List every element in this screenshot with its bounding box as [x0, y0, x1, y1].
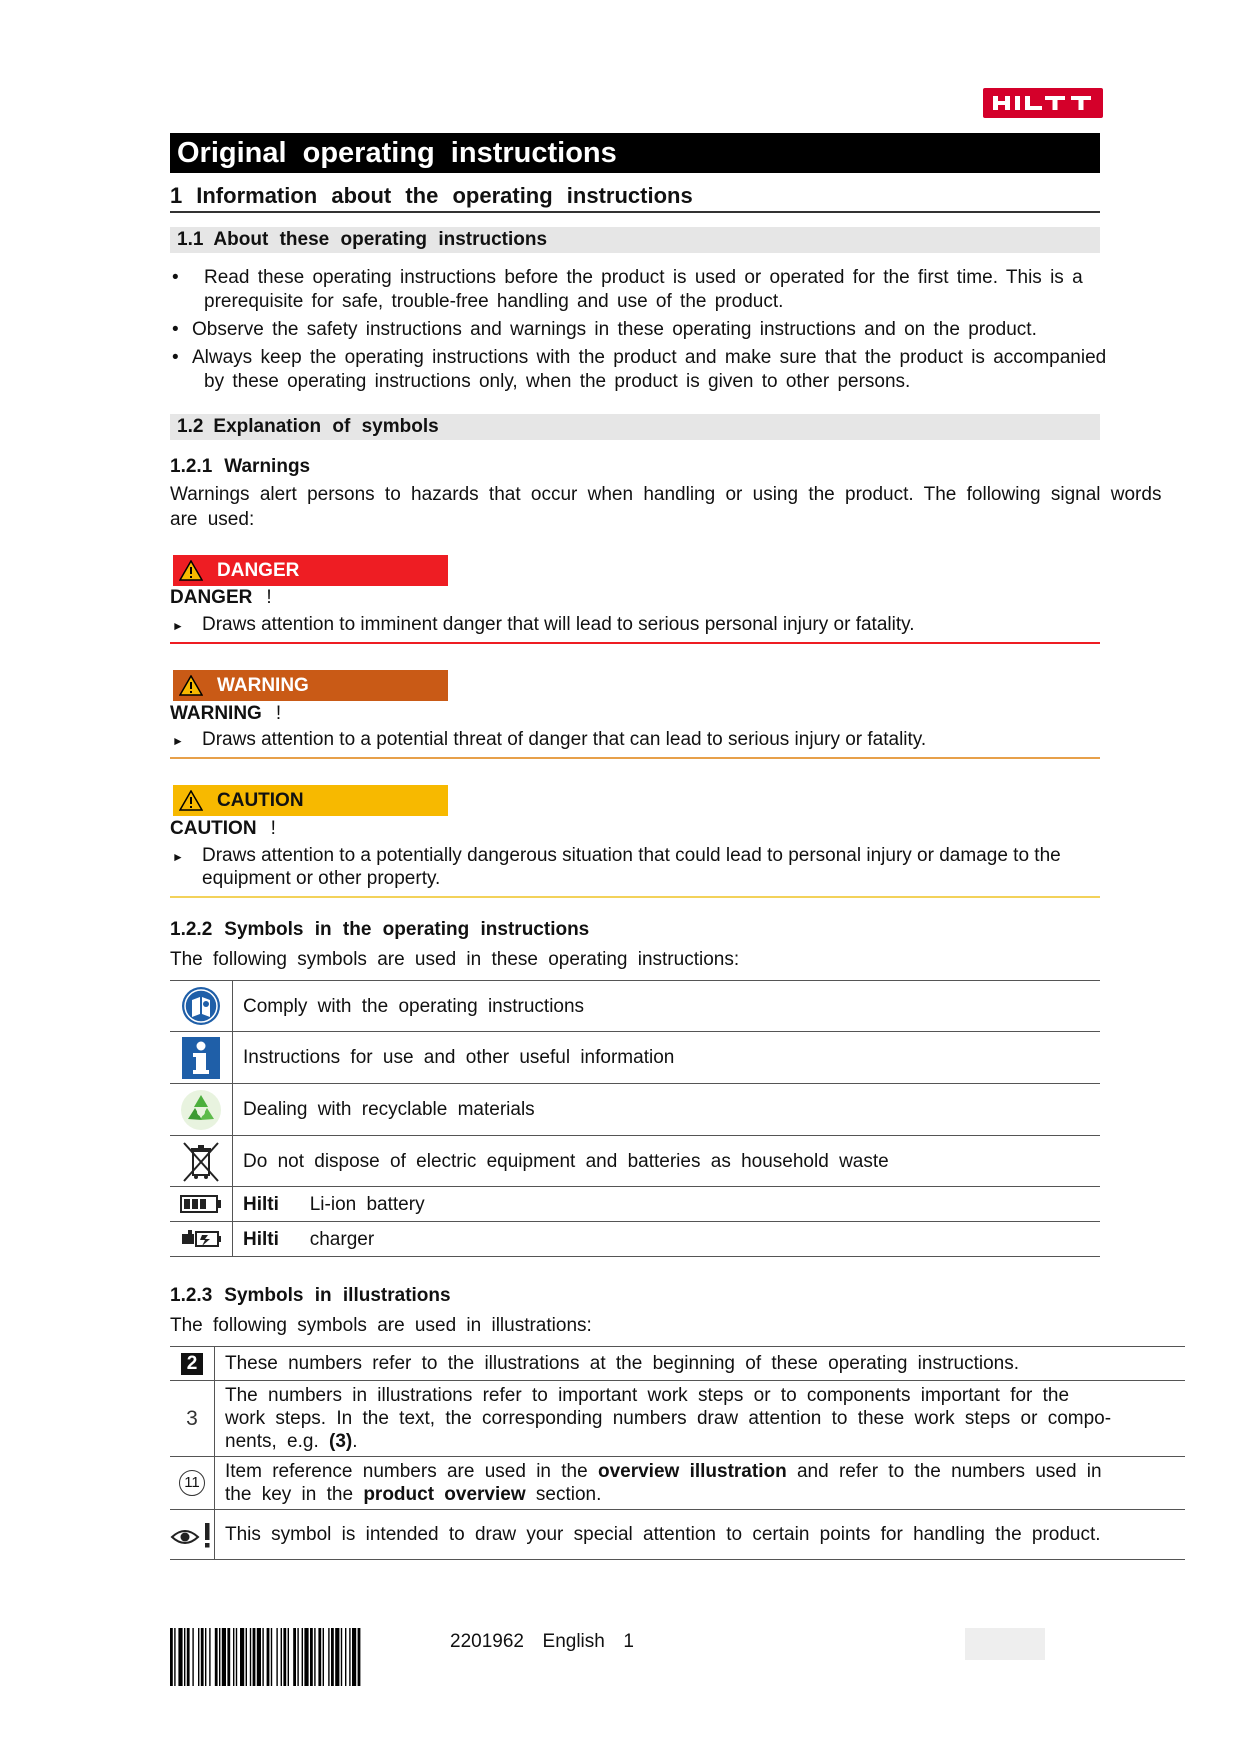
document-title: Original operating instructions: [170, 133, 1100, 173]
table-row: [170, 1084, 1100, 1136]
barcode-bar: [314, 1628, 315, 1686]
table-row: [170, 1222, 1100, 1257]
language-label: English: [542, 1631, 605, 1652]
barcode-bar: [358, 1628, 361, 1686]
step-number-box: [170, 1407, 214, 1431]
barcode-bar: [253, 1628, 256, 1686]
item-reference-circle: 11: [179, 1470, 205, 1496]
danger-text: Draws attention to imminent danger that will lead to serious personal injury or fatality.: [202, 614, 915, 635]
bullet-line: prerequisite for safe, trouble-free handling and use of the product.: [204, 291, 784, 312]
barcode-bar: [236, 1628, 237, 1686]
table-row: [170, 1381, 1185, 1457]
table-row: [170, 981, 1100, 1032]
barcode-bar: [302, 1628, 303, 1686]
symbol-description: [233, 1187, 1101, 1222]
barcode-bar: [349, 1628, 350, 1686]
symbol-description: [215, 1381, 1186, 1457]
symbol-description: Dealing with recyclable materials: [233, 1084, 1101, 1136]
description-text: This symbol is intended to draw your special attention to certain points for handling the product.: [225, 1524, 1101, 1545]
section-1-2-3-number: 1.2.3: [170, 1285, 213, 1306]
barcode-bar: [271, 1628, 272, 1686]
danger-label: DANGER: [217, 559, 300, 581]
signal-bang: !: [266, 587, 272, 608]
barcode-bar: [304, 1628, 308, 1686]
section-1-2-3-heading: [170, 1285, 451, 1307]
table-row: [170, 1510, 1185, 1560]
description-line: nents, e.g.: [225, 1431, 319, 1452]
recycle-icon: [170, 1089, 232, 1131]
page-number: 1: [623, 1631, 634, 1652]
section-1-heading: [170, 181, 1100, 213]
symbol-cell: [170, 1136, 233, 1187]
barcode-bar: [178, 1628, 182, 1686]
description-emphasis: overview illustration: [597, 1461, 787, 1482]
symbol-description: [233, 1222, 1101, 1257]
hilti-logo: [983, 88, 1103, 118]
barcode-bar: [293, 1628, 296, 1686]
section-1-2-2-number: 1.2.2: [170, 919, 213, 940]
barcode-bar: [201, 1628, 204, 1686]
warning-triangle-icon: [179, 790, 203, 811]
description-text: Item reference numbers are used in the: [225, 1461, 588, 1482]
barcode-bar: [288, 1628, 289, 1686]
charger-icon: [170, 1228, 232, 1250]
description-text: section.: [535, 1484, 602, 1505]
bullet-item: [170, 318, 1205, 342]
warning-label: WARNING: [217, 674, 309, 696]
symbols-intro: The following symbols are used in these operating instructions:: [170, 949, 740, 970]
section-1-1-heading: [170, 227, 1100, 253]
bullet-line: Observe the safety instructions and warnings in these operating instructions and on the product.: [192, 319, 1037, 340]
symbol-cell: [170, 1187, 233, 1222]
symbol-cell: [170, 1084, 233, 1136]
symbol-cell: [170, 1222, 233, 1257]
signal-bang: !: [270, 818, 276, 839]
barcode-bar: [222, 1628, 226, 1686]
figure-number-badge: 2: [181, 1353, 203, 1375]
description-block: [225, 1460, 1185, 1506]
bullet-item: [170, 346, 1205, 394]
section-1-2-2-heading: [170, 919, 589, 941]
operating-symbols-table: [170, 980, 1100, 1257]
barcode-bar: [328, 1628, 329, 1686]
caution-signal-word: [170, 818, 276, 840]
symbol-cell: [170, 1032, 233, 1084]
symbol-text: charger: [309, 1228, 375, 1250]
danger-signal-banner: [173, 555, 448, 586]
section-1-number: 1: [170, 183, 183, 208]
symbol-description: [215, 1457, 1186, 1510]
barcode-bar: [174, 1628, 175, 1686]
hilti-logo-mark: [991, 94, 1095, 112]
description-punct: .: [352, 1431, 358, 1452]
warning-signal-word: [170, 703, 281, 725]
barcode-bar: [219, 1628, 220, 1686]
manual-icon: [170, 986, 232, 1026]
barcode-bar: [198, 1628, 199, 1686]
item-number-box: [170, 1470, 214, 1496]
document-number: 2201962: [450, 1631, 524, 1652]
brand-name: Hilti: [243, 1193, 279, 1215]
danger-signal-word: [170, 587, 272, 609]
section-1-2-number: 1.2: [177, 416, 204, 437]
bullet-line: by these operating instructions only, when the product is given to other persons.: [204, 371, 911, 392]
symbol-description: [215, 1510, 1186, 1560]
danger-description: [170, 613, 1100, 644]
section-1-2-title: Explanation of symbols: [213, 416, 439, 437]
description-block: [225, 1384, 1185, 1453]
step-reference: (3): [329, 1431, 353, 1452]
barcode-bar: [341, 1628, 342, 1686]
symbol-cell: [170, 1381, 215, 1457]
symbol-cell: [170, 1457, 215, 1510]
symbol-cell: [170, 981, 233, 1032]
signal-bang: !: [275, 703, 282, 724]
caution-signal-banner: [173, 785, 448, 816]
step-number: 3: [186, 1406, 198, 1430]
warnings-intro: [170, 482, 1210, 532]
eye-attention-icon: [170, 1521, 214, 1549]
caution-text-line: equipment or other property.: [202, 868, 441, 889]
battery-icon: [170, 1195, 232, 1213]
section-1-1-number: 1.1: [177, 229, 204, 250]
info-icon: [170, 1037, 232, 1079]
warning-triangle-icon: [179, 675, 203, 696]
bullet-line: Always keep the operating instructions with the product and make sure that the product is accompanied: [192, 347, 1107, 368]
caution-description: [170, 844, 1100, 898]
footer-blank-box: [965, 1628, 1045, 1660]
barcode-bar: [283, 1628, 286, 1686]
bullet-dot-icon: •: [172, 267, 179, 288]
barcode-bar: [209, 1628, 210, 1686]
description-line: The numbers in illustrations refer to important work steps or to components important for the: [225, 1385, 1070, 1406]
section-1-title: Information about the operating instructions: [196, 183, 693, 208]
barcode-bar: [233, 1628, 234, 1686]
section-1-2-1-title: Warnings: [224, 456, 311, 477]
barcode-bar: [281, 1628, 282, 1686]
illustration-symbols-intro: The following symbols are used in illustrations:: [170, 1315, 592, 1336]
intro-line: Warnings alert persons to hazards that occur when handling or using the product. The following signal words: [170, 484, 1162, 505]
caution-label: CAUTION: [217, 789, 304, 811]
table-row: [170, 1136, 1100, 1187]
bullet-dot-icon: •: [172, 347, 179, 368]
barcode-bars: [170, 1628, 425, 1686]
table-row: [170, 1457, 1185, 1510]
section-1-2-heading: [170, 414, 1100, 440]
bullet-dot-icon: •: [172, 319, 179, 340]
signal-word-text: DANGER: [170, 587, 253, 608]
illustration-symbols-table: [170, 1346, 1185, 1560]
barcode-bar: [318, 1628, 321, 1686]
section-1-2-2-title: Symbols in the operating instructions: [224, 919, 590, 940]
table-row: [170, 1347, 1185, 1381]
about-bullet-list: [170, 266, 1205, 398]
crossed-bin-icon: [170, 1139, 232, 1183]
barcode-bar: [227, 1628, 230, 1686]
barcode-bar: [250, 1628, 251, 1686]
section-1-2-1-number: 1.2.1: [170, 456, 213, 477]
brand-name: Hilti: [243, 1228, 279, 1250]
warning-text: Draws attention to a potential threat of danger that can lead to serious injury or fatality.: [202, 729, 927, 750]
signal-word-text: CAUTION: [170, 818, 257, 839]
intro-line: are used:: [170, 509, 255, 530]
warning-signal-banner: [173, 670, 448, 701]
barcode-bar: [240, 1628, 244, 1686]
barcode-bar: [335, 1628, 339, 1686]
figure-number-box: [170, 1353, 214, 1375]
table-row: [170, 1187, 1100, 1222]
barcode-bar: [331, 1628, 334, 1686]
table-row: [170, 1032, 1100, 1084]
symbol-cell: [170, 1510, 215, 1560]
barcode-bar: [267, 1628, 270, 1686]
description-line: work steps. In the text, the corresponding numbers draw attention to these work steps or compo-: [225, 1408, 1112, 1429]
section-1-2-1-heading: [170, 456, 310, 478]
warning-description: [170, 728, 1100, 759]
arrow-right-icon: ►: [172, 850, 184, 864]
symbol-description: Do not dispose of electric equipment and batteries as household waste: [233, 1136, 1101, 1187]
barcode-bar: [187, 1628, 190, 1686]
description-emphasis: product overview: [363, 1484, 526, 1505]
barcode-bar: [276, 1628, 277, 1686]
symbol-description: Instructions for use and other useful information: [233, 1032, 1101, 1084]
barcode-bar: [310, 1628, 313, 1686]
barcode-bar: [297, 1628, 298, 1686]
signal-word-text: WARNING: [170, 703, 262, 724]
bullet-line: Read these operating instructions before the product is used or operated for the first time. This is a: [204, 267, 1083, 288]
caution-text-line: Draws attention to a potentially dangerous situation that could lead to personal injury or damage to the: [202, 845, 1061, 866]
barcode-bar: [352, 1628, 356, 1686]
barcode-bar: [205, 1628, 206, 1686]
barcode-bar: [257, 1628, 261, 1686]
symbol-description: These numbers refer to the illustrations at the beginning of these operating instructions.: [215, 1347, 1186, 1381]
barcode-bar: [192, 1628, 193, 1686]
symbol-cell: [170, 1347, 215, 1381]
warning-triangle-icon: [179, 560, 203, 581]
barcode-bar: [215, 1628, 218, 1686]
description-text: the key in the: [225, 1484, 354, 1505]
caution-text: [170, 844, 1100, 890]
bullet-item: [170, 266, 1205, 314]
footer-info: [450, 1631, 634, 1653]
barcode-bar: [262, 1628, 263, 1686]
symbol-description: Comply with the operating instructions: [233, 981, 1101, 1032]
symbol-text: Li-ion battery: [309, 1193, 425, 1215]
barcode-image: [170, 1628, 425, 1691]
description-text: and refer to the numbers used in: [796, 1461, 1102, 1482]
barcode-bar: [170, 1628, 173, 1686]
section-1-1-title: About these operating instructions: [213, 229, 548, 250]
arrow-right-icon: ►: [172, 734, 184, 748]
barcode-bar: [323, 1628, 324, 1686]
section-1-2-3-title: Symbols in illustrations: [224, 1285, 451, 1306]
barcode-bar: [246, 1628, 247, 1686]
barcode-bar: [345, 1628, 346, 1686]
barcode-bar: [184, 1628, 185, 1686]
arrow-right-icon: ►: [172, 619, 184, 633]
